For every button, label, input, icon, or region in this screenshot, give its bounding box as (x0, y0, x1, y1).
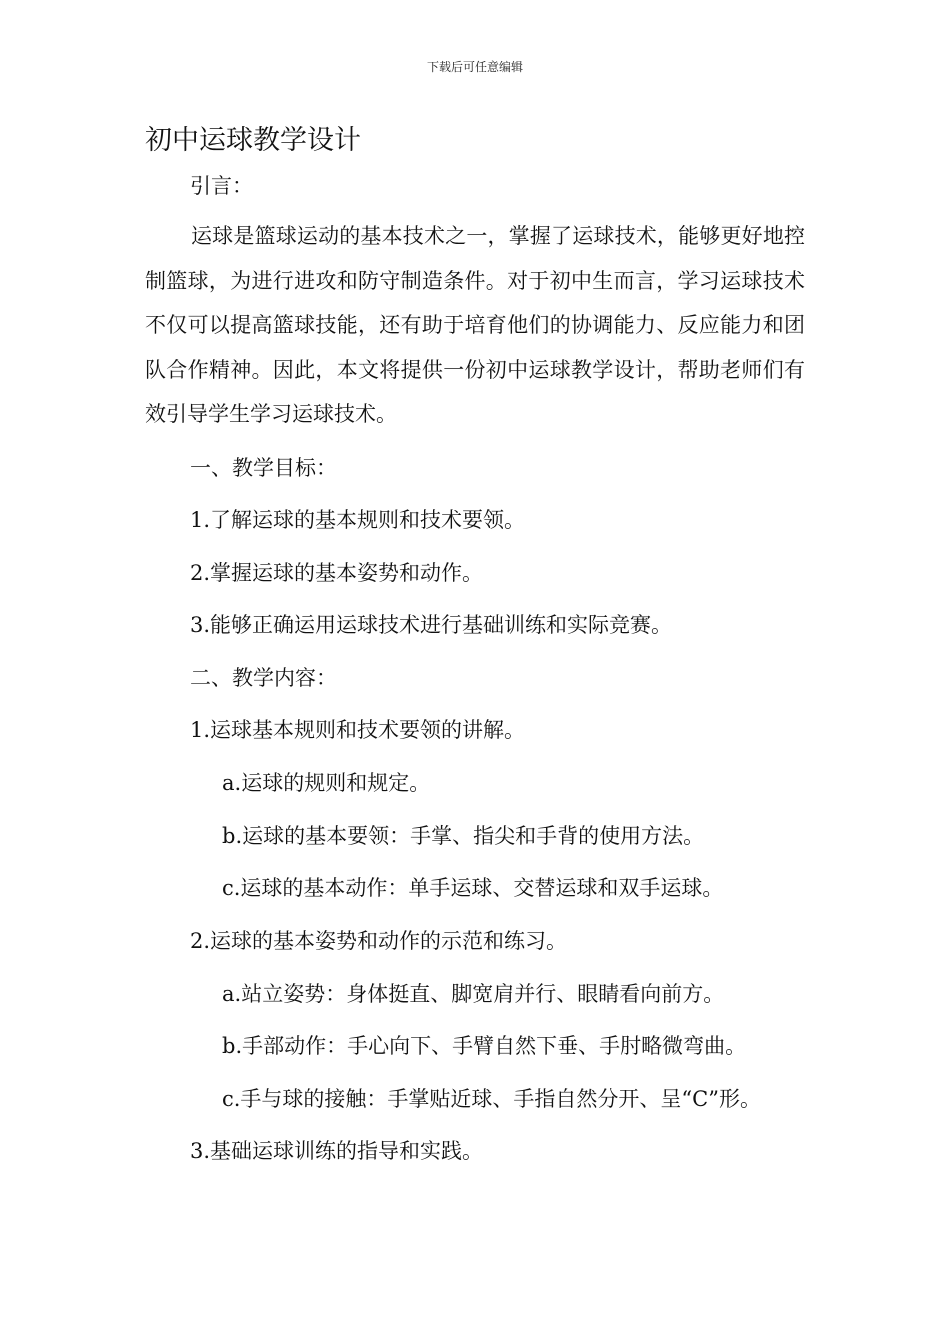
intro-label: 引言： (190, 174, 253, 198)
document-title: 初中运球教学设计 (145, 125, 361, 156)
header-note: 下载后可任意编辑 (426, 60, 523, 74)
content-item-1-sub-c: c.运球的基本动作：单手运球、交替运球和双手运球。 (222, 876, 724, 900)
intro-paragraph: 运球是篮球运动的基本技术之一，掌握了运球技术，能够更好地控制篮球，为进行进攻和防守制造条件。对于初中生而言，学习运球技术不仅可以提高篮球技能，还有助于培育他们的协调能力、反应能力和团队合作精神。因此，本文将提供一份初中运球教学设计，帮助老师们有效引导学生学习运球技术。 (145, 224, 805, 426)
objective-item-1: 1.了解运球的基本规则和技术要领。 (190, 508, 526, 532)
content-item-2-sub-c: c.手与球的接触：手掌贴近球、手指自然分开、呈“C”形。 (222, 1087, 761, 1111)
content-item-2: 2.运球的基本姿势和动作的示范和练习。 (190, 929, 568, 953)
content-item-1-sub-a: a.运球的规则和规定。 (222, 771, 431, 795)
section-heading-content: 二、教学内容： (190, 666, 337, 690)
content-item-2-sub-a: a.站立姿势：身体挺直、脚宽肩并行、眼睛看向前方。 (222, 982, 725, 1006)
objective-item-2: 2.掌握运球的基本姿势和动作。 (190, 561, 484, 585)
content-item-1: 1.运球基本规则和技术要领的讲解。 (190, 718, 526, 742)
content-item-2-sub-b: b.手部动作：手心向下、手臂自然下垂、手肘略微弯曲。 (222, 1034, 747, 1058)
section-heading-objectives: 一、教学目标： (190, 456, 337, 480)
content-item-1-sub-b: b.运球的基本要领：手掌、指尖和手背的使用方法。 (222, 824, 705, 848)
content-item-3: 3.基础运球训练的指导和实践。 (190, 1139, 484, 1163)
objective-item-3: 3.能够正确运用运球技术进行基础训练和实际竞赛。 (190, 613, 673, 637)
